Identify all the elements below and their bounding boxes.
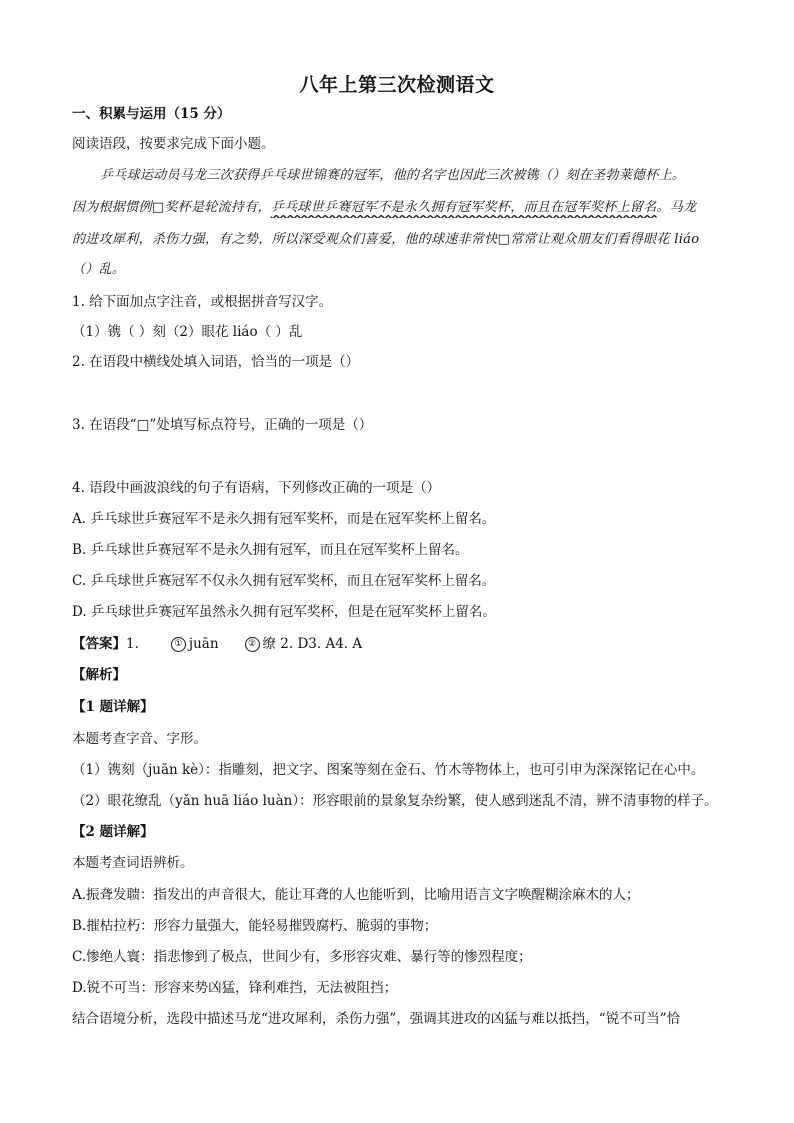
page-title: 八年上第三次检测语文 [299,74,495,96]
question-2: 2. 在语段中横线处填入词语，恰当的一项是（） [72,354,360,370]
answer-prefix: 1. [126,636,139,652]
answer-1: juān [188,636,219,652]
detail-2-intro: 本题考查词语辨析。 [72,855,194,871]
passage-text: 因为根据惯例 [72,200,152,215]
section-heading: 一、积累与运用（15 分） [72,106,231,122]
passage-text: 常常让观众朋友们看得眼花 liáo [510,232,700,247]
passage-line-4: （）乱。 [72,262,126,277]
question-1-items: （1）镌（ ）刻（2）眼花 liáo（ ）乱 [72,324,303,340]
detail-1-intro: 本题考查字音、字形。 [72,731,207,747]
detail-2-item-a: A.振聋发聩：指发出的声音很大，能让耳聋的人也能听到，比喻用语言文字唤醒糊涂麻木的人； [72,887,640,903]
passage-text: 的进攻犀利，杀伤力强，有之势，所以深受观众们喜爱，他的球速非常快 [72,232,498,247]
answer-rest: 缭 2. D3. A4. A [262,636,363,652]
detail-2-item-c: C.惨绝人寰：指悲惨到了极点，世间少有，多形容灾难、暴行等的惨烈程度； [72,949,532,965]
circled-number-2: ② [245,637,260,652]
passage-line-2 [72,198,732,218]
passage-text: 奖杯是轮流持有， [164,200,271,215]
passage-line-1: 乒乓球运动员马龙三次获得乒乓球世锦赛的冠军，他的名字也因此三次被镌（）刻在圣勃莱德杯上。 [100,168,686,183]
detail-2-conclusion: 结合语境分析，选段中描述马龙“进攻犀利，杀伤力强”，强调其进攻的凶猛与难以抵挡，“锐不可当”恰 [72,1011,681,1027]
detail-2-item-d: D.锐不可当：形容来势凶猛，锋利难挡，无法被阻挡； [72,980,398,996]
passage-line-3 [72,230,732,250]
blank-box: □ [151,200,165,215]
wavy-underlined-sentence: 乒乓球世乒赛冠军不是永久拥有冠军奖杯，而且在冠军奖杯上留名 [270,200,657,215]
detail-1-item-1: （1）镌刻（juān kè）：指雕刻，把文字、图案等刻在金石、竹木等物体上，也可引申为深深铭记在心中。 [72,762,705,778]
detail-1-item-2: （2）眼花缭乱（yǎn huā liáo luàn）：形容眼前的景象复杂纷繁，使人感到迷乱不清，辨不清事物的样子。 [72,793,718,809]
blank-box: □ [497,232,511,247]
passage-text: 。马龙 [656,200,697,215]
question-4-option-b: B. 乒乓球世乒赛冠军不是永久拥有冠军，而且在冠军奖杯上留名。 [72,542,469,558]
instruction-text: 阅读语段，按要求完成下面小题。 [72,136,275,152]
question-4-option-c: C. 乒乓球世乒赛冠军不仅永久拥有冠军奖杯，而且在冠军奖杯上留名。 [72,573,496,589]
detail-1-heading: 【1 题详解】 [72,699,154,715]
question-4: 4. 语段中画波浪线的句子有语病，下列修改正确的一项是（） [72,480,441,496]
answer-line [72,634,732,654]
circled-number-1: ① [171,637,186,652]
question-4-option-d: D. 乒乓球世乒赛冠军虽然永久拥有冠军奖杯，但是在冠军奖杯上留名。 [72,604,496,620]
question-1: 1. 给下面加点字注音，或根据拼音写汉字。 [72,294,333,310]
question-3: 3. 在语段“□”处填写标点符号，正确的一项是（） [72,417,373,433]
detail-2-heading: 【2 题详解】 [72,824,154,840]
answer-label: 【答案】 [72,636,126,652]
detail-2-item-b: B.摧枯拉朽：形容力量强大，能轻易摧毁腐朽、脆弱的事物； [72,918,438,934]
analysis-heading: 【解析】 [72,667,126,683]
question-4-option-a: A. 乒乓球世乒赛冠军不是永久拥有冠军奖杯，而是在冠军奖杯上留名。 [72,511,496,527]
